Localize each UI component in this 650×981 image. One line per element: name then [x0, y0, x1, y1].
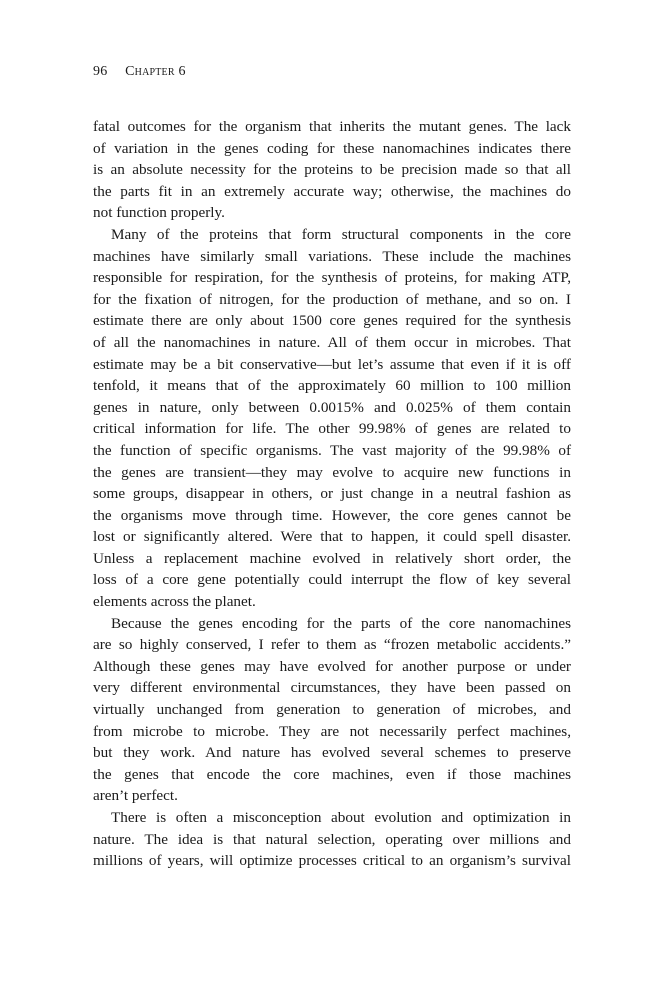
- chapter-label: Chapter 6: [125, 64, 186, 79]
- text-line: Unless a replacement machine evolved in relatively short order, the: [93, 549, 571, 567]
- text-line: some groups, disappear in others, or just change in a neutral fashion as: [93, 485, 571, 503]
- text-line: of variation in the genes coding for these nanomachines indicates there: [93, 139, 571, 157]
- text-line: is an absolute necessity for the proteins to be precision made so that all: [93, 161, 571, 179]
- text-line: virtually unchanged from generation to generation of microbes, and: [93, 701, 571, 719]
- paragraph: [93, 224, 571, 613]
- text-line: Because the genes encoding for the parts of the core nanomachines: [111, 614, 571, 632]
- text-line: lost or significantly altered. Were that to happen, it could spell disaster.: [93, 528, 571, 546]
- text-line: for the fixation of nitrogen, for the production of methane, and so on. I: [93, 290, 571, 308]
- text-line: estimate may be a bit conservative—but let’s assume that even if it is off: [93, 355, 571, 373]
- text-line: the genes are transient—they may evolve to acquire new functions in: [93, 463, 571, 481]
- running-head: [93, 64, 186, 80]
- text-line: responsible for respiration, for the synthesis of proteins, for making ATP,: [93, 269, 571, 287]
- text-line: the organisms move through time. However, the core genes cannot be: [93, 506, 571, 524]
- text-line: estimate there are only about 1500 core genes required for the synthesis: [93, 312, 571, 330]
- text-line: are so highly conserved, I refer to them as “frozen metabolic accidents.”: [93, 636, 571, 654]
- text-line: of all the nanomachines in nature. All of them occur in microbes. That: [93, 333, 571, 351]
- text-line: very different environmental circumstances, they have been passed on: [93, 679, 571, 697]
- text-line: elements across the planet.: [93, 593, 256, 611]
- text-line: machines have similarly small variations. These include the machines: [93, 247, 571, 265]
- text-line: the parts fit in an extremely accurate way; otherwise, the machines do: [93, 182, 571, 200]
- text-line: Many of the proteins that form structural components in the core: [111, 225, 571, 243]
- text-line: aren’t perfect.: [93, 787, 178, 805]
- text-line: but they work. And nature has evolved several schemes to preserve: [93, 744, 571, 762]
- text-line: not function properly.: [93, 204, 225, 222]
- text-line: the function of specific organisms. The vast majority of the 99.98% of: [93, 441, 571, 459]
- paragraph: [93, 613, 571, 807]
- text-line: critical information for life. The other 99.98% of genes are related to: [93, 420, 571, 438]
- body-text: [93, 116, 571, 872]
- text-line: millions of years, will optimize processes critical to an organism’s survival: [93, 852, 571, 870]
- text-line: the genes that encode the core machines, even if those machines: [93, 765, 571, 783]
- text-line: genes in nature, only between 0.0015% and 0.025% of them contain: [93, 398, 571, 416]
- text-line: nature. The idea is that natural selection, operating over millions and: [93, 830, 571, 848]
- text-line: loss of a core gene potentially could interrupt the flow of key several: [93, 571, 571, 589]
- page-number: 96: [93, 64, 108, 79]
- text-line: There is often a misconception about evolution and optimization in: [111, 809, 571, 826]
- paragraph: [93, 116, 571, 224]
- paragraph: [93, 807, 571, 872]
- text-line: from microbe to microbe. They are not necessarily perfect machines,: [93, 722, 571, 740]
- text-line: Although these genes may have evolved for another purpose or under: [93, 657, 571, 675]
- text-line: tenfold, it means that of the approximately 60 million to 100 million: [93, 377, 571, 395]
- text-line: fatal outcomes for the organism that inherits the mutant genes. The lack: [93, 118, 571, 135]
